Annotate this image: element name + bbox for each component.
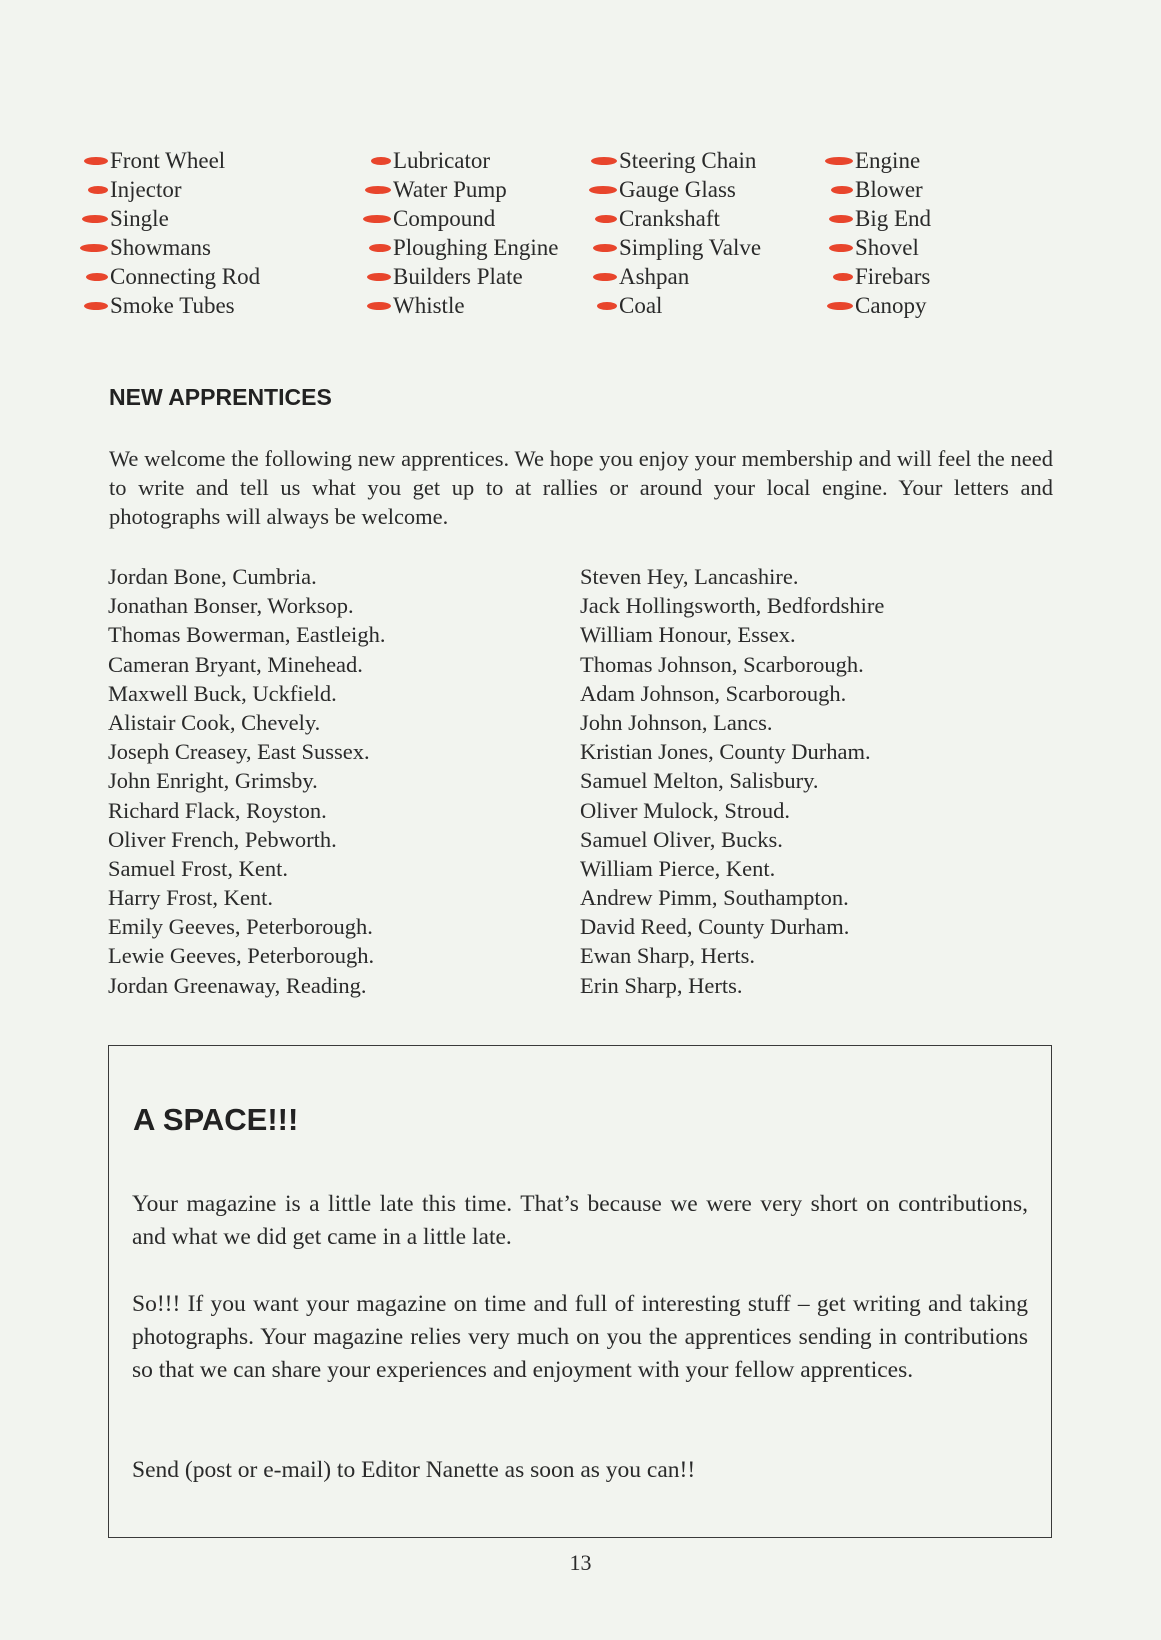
highlighter-mark: [831, 186, 853, 194]
apprentice-name: John Enright, Grimsby.: [108, 768, 318, 794]
a-space-paragraph-2: So!!! If you want your magazine on time and full of interesting stuff – get writing and taking photographs. Your magazine relies very much on you the apprentices sending in contributions so that we can share your experiences and enjoyment with your fellow apprentices.: [132, 1291, 1028, 1383]
highlighter-mark: [825, 157, 853, 165]
apprentice-name: Samuel Oliver, Bucks.: [580, 826, 783, 852]
highlighter-mark: [365, 186, 391, 194]
wordsearch-word: [80, 175, 260, 204]
wordsearch-word-label: Single: [110, 206, 169, 231]
word-column-1: [80, 146, 260, 320]
wordsearch-word-label: Gauge Glass: [619, 177, 736, 202]
apprentice-name: Andrew Pimm, Southampton.: [580, 885, 849, 911]
wordsearch-word: [80, 146, 260, 175]
highlighter-mark: [363, 215, 391, 223]
wordsearch-word: [363, 233, 558, 262]
apprentice-name: John Johnson, Lancs.: [580, 709, 773, 735]
wordsearch-word-list: [80, 146, 980, 326]
apprentice-name: Thomas Bowerman, Eastleigh.: [108, 622, 386, 648]
wordsearch-word-label: Ploughing Engine: [393, 235, 559, 260]
wordsearch-word-label: Water Pump: [393, 177, 507, 202]
wordsearch-word: [80, 291, 260, 320]
new-apprentices-heading: NEW APPRENTICES: [109, 384, 332, 410]
highlighter-mark: [367, 302, 391, 310]
highlighter-mark: [593, 244, 617, 252]
wordsearch-word-label: Simpling Valve: [619, 235, 762, 260]
highlighter-mark: [829, 244, 853, 252]
apprentice-name: Samuel Frost, Kent.: [108, 855, 288, 881]
wordsearch-word: [589, 233, 761, 262]
wordsearch-word: [363, 146, 558, 175]
a-space-paragraph-3: Send (post or e-mail) to Editor Nanette as soon as you can!!: [132, 1457, 696, 1483]
apprentice-name: Ewan Sharp, Herts.: [580, 943, 755, 969]
highlighter-mark: [369, 244, 391, 252]
apprentice-name: Lewie Geeves, Peterborough.: [108, 943, 375, 969]
highlighter-mark: [833, 273, 853, 281]
wordsearch-word: [825, 262, 931, 291]
wordsearch-word: [589, 204, 761, 233]
apprentice-name: Oliver French, Pebworth.: [108, 826, 337, 852]
highlighter-mark: [84, 302, 108, 310]
apprentice-name: Cameran Bryant, Minehead.: [108, 651, 363, 677]
wordsearch-word-label: Coal: [619, 293, 663, 318]
highlighter-mark: [371, 157, 391, 165]
wordsearch-word-label: Lubricator: [393, 148, 491, 173]
wordsearch-word-label: Firebars: [855, 264, 931, 289]
apprentice-name: David Reed, County Durham.: [580, 914, 850, 940]
wordsearch-word: [825, 146, 931, 175]
apprentice-name: William Pierce, Kent.: [580, 855, 776, 881]
apprentice-name: Erin Sharp, Herts.: [580, 972, 743, 998]
wordsearch-word: [589, 175, 761, 204]
apprentice-list-left: [108, 562, 385, 1000]
highlighter-mark: [595, 215, 617, 223]
highlighter-mark: [829, 215, 853, 223]
word-column-3: [589, 146, 761, 320]
a-space-heading: A SPACE!!!: [133, 1102, 299, 1137]
wordsearch-word: [80, 262, 260, 291]
wordsearch-word-label: Canopy: [855, 293, 927, 318]
highlighter-mark: [827, 302, 853, 310]
apprentice-name: Joseph Creasey, East Sussex.: [108, 739, 370, 765]
apprentice-name: Kristian Jones, County Durham.: [580, 739, 871, 765]
wordsearch-word-label: Smoke Tubes: [110, 293, 235, 318]
apprentice-name: Jonathan Bonser, Worksop.: [108, 593, 354, 619]
wordsearch-word: [825, 233, 931, 262]
wordsearch-word: [589, 262, 761, 291]
apprentice-name: Jordan Bone, Cumbria.: [108, 564, 317, 589]
apprentice-name: Samuel Melton, Salisbury.: [580, 768, 819, 794]
wordsearch-word: [80, 233, 260, 262]
wordsearch-word-label: Connecting Rod: [110, 264, 261, 289]
highlighter-mark: [80, 244, 108, 252]
a-space-paragraph-1: Your magazine is a little late this time. That’s because we were very short on contributions, and what we did get came in a little late.: [132, 1191, 1028, 1250]
wordsearch-word-label: Injector: [110, 177, 182, 202]
apprentice-name: Harry Frost, Kent.: [108, 885, 273, 911]
highlighter-mark: [597, 302, 617, 310]
wordsearch-word-label: Blower: [855, 177, 923, 202]
wordsearch-word-label: Steering Chain: [619, 148, 757, 173]
wordsearch-word-label: Builders Plate: [393, 264, 523, 289]
apprentice-name: William Honour, Essex.: [580, 622, 796, 648]
wordsearch-word: [589, 291, 761, 320]
wordsearch-word: [363, 262, 558, 291]
wordsearch-word-label: Showmans: [110, 235, 211, 260]
highlighter-mark: [593, 273, 617, 281]
wordsearch-word-label: Big End: [855, 206, 932, 231]
highlighter-mark: [367, 273, 391, 281]
highlighter-mark: [591, 157, 617, 165]
apprentice-name: Jordan Greenaway, Reading.: [108, 972, 367, 998]
wordsearch-word-label: Engine: [855, 148, 921, 173]
wordsearch-word: [825, 204, 931, 233]
wordsearch-word-label: Compound: [393, 206, 496, 231]
wordsearch-word: [825, 291, 931, 320]
apprentice-name: Oliver Mulock, Stroud.: [580, 797, 790, 823]
highlighter-mark: [82, 215, 108, 223]
wordsearch-word: [363, 291, 558, 320]
apprentice-name: Jack Hollingsworth, Bedfordshire: [580, 593, 885, 619]
word-column-2: [363, 146, 558, 320]
wordsearch-word-label: Crankshaft: [619, 206, 720, 231]
apprentice-name: Steven Hey, Lancashire.: [580, 564, 799, 589]
wordsearch-word-label: Shovel: [855, 235, 919, 260]
wordsearch-word: [589, 146, 761, 175]
wordsearch-word: [363, 175, 558, 204]
highlighter-mark: [84, 157, 108, 165]
highlighter-mark: [88, 186, 108, 194]
wordsearch-word: [80, 204, 260, 233]
apprentice-name: Alistair Cook, Chevely.: [108, 709, 321, 735]
apprentices-intro: We welcome the following new apprentices. We hope you enjoy your membership and will feel the need to write and tell us what you get up to at rallies or around your local engine. Your letters and photographs will always be welcome.: [109, 446, 1053, 529]
wordsearch-word: [825, 175, 931, 204]
page-number: 13: [569, 1550, 592, 1575]
highlighter-mark: [86, 273, 108, 281]
highlighter-mark: [589, 186, 617, 194]
wordsearch-word-label: Ashpan: [619, 264, 690, 289]
apprentice-list-right: [580, 562, 884, 1000]
apprentice-name: Maxwell Buck, Uckfield.: [108, 680, 337, 706]
apprentice-name: Richard Flack, Royston.: [108, 797, 327, 823]
apprentice-name: Adam Johnson, Scarborough.: [580, 680, 847, 706]
wordsearch-word: [363, 204, 558, 233]
word-column-4: [825, 146, 931, 320]
wordsearch-word-label: Whistle: [393, 293, 465, 318]
wordsearch-word-label: Front Wheel: [110, 148, 226, 173]
apprentice-name: Thomas Johnson, Scarborough.: [580, 651, 864, 677]
apprentice-name: Emily Geeves, Peterborough.: [108, 914, 373, 940]
